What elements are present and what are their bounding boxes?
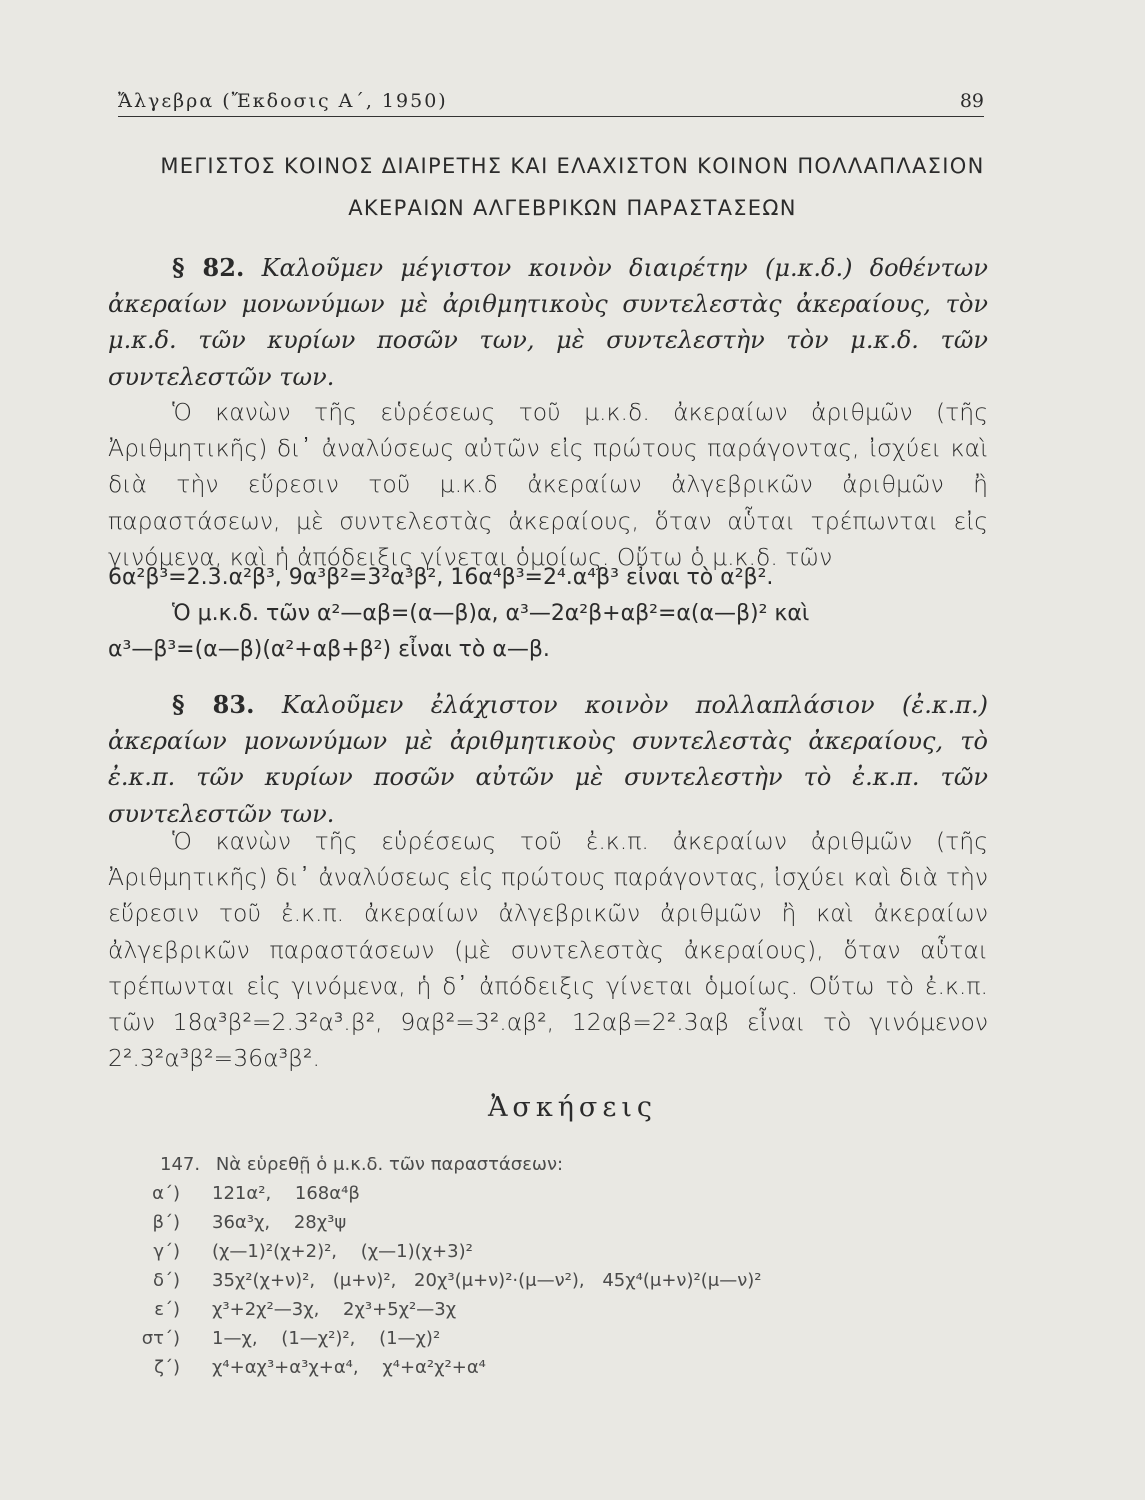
exercise-147-header [160,1150,563,1180]
s82-equation-3: α³—β³=(α—β)(α²+αβ+β²) εἶναι τὸ α—β. [108,637,550,662]
exercise-number: 147. [160,1154,201,1175]
s83-text: Ὁ κανὼν τῆς εὑρέσεως τοῦ ἐ.κ.π. ἀκεραίων ἀριθμῶν (τῆς Ἀριθμητικῆς) δι᾿ ἀναλύσεως εἰς πρώτους παράγοντας, ἰσχύει καὶ διὰ τὴν εὕρεσιν τοῦ ἐ.κ.π. ἀκεραίων ἀλγεβρικῶν ἀριθμῶν ἢ καὶ ἀκεραίων ἀλγεβρικῶν παραστάσεων (μὲ συντελεστὰς ἀκεραίους), ὅταν αὗται τρέπωνται εἰς γινόμενα, ἡ δ᾿ ἀπόδειξις γίνεται ὁμοίως. Οὕτω τὸ ἐ.κ.π. τῶν 18α³β²=2.3²α³.β², 9αβ²=3².αβ², 12αβ=2².3αβ εἶναι τὸ γινόμενον 2².3²α³β²=36α³β². [108,827,988,1073]
page-number: 89 [959,90,984,112]
s82-equation-2: Ὁ μ.κ.δ. τῶν α²—αβ=(α—β)α, α³—2α²β+αβ²=α(α—β)² καὶ [172,601,810,626]
exercise-row-text: 35χ²(χ+ν)², (μ+ν)², 20χ³(μ+ν)²·(μ—ν²), 45χ⁴(μ+ν)²(μ—ν)² [212,1270,762,1291]
section-title-line1: ΜΕΓΙΣΤΟΣ ΚΟΙΝΟΣ ΔΙΑΙΡΕΤΗΣ ΚΑΙ ΕΛΑΧΙΣΤΟΝ ΚΟΙΝΟΝ ΠΟΛΛΑΠΛΑΣΙΟΝ [160,154,985,178]
exercise-prompt: Νὰ εὑρεθῇ ὁ μ.κ.δ. τῶν παραστάσεων: [215,1154,564,1175]
exercise-row-text: χ⁴+αχ³+α³χ+α⁴, χ⁴+α²χ²+α⁴ [212,1357,486,1378]
s83-def-text: Καλοῦμεν ἐλάχιστον κοινὸν πολλαπλάσιον (ἐ.κ.π.) ἀκεραίων μονωνύμων μὲ ἀριθμητικοὺς συντελεστὰς ἀκεραίους, τὸ ἐ.κ.π. τῶν κυρίων ποσῶν αὐτῶν μὲ συντελεστὴν τὸ ἐ.κ.π. τῶν συντελεστῶν των. [108,691,988,828]
s82-text: Ὁ κανὼν τῆς εὑρέσεως τοῦ μ.κ.δ. ἀκεραίων ἀριθμῶν (τῆς Ἀριθμητικῆς) δι᾿ ἀναλύσεως αὐτῶν εἰς πρώτους παράγοντας, ἰσχύει καὶ διὰ τὴν εὕρεσιν τοῦ μ.κ.δ ἀκεραίων ἀλγεβρικῶν ἀριθμῶν ἢ παραστάσεων, μὲ συντελεστὰς ἀκεραίους, ὅταν αὗται τρέπωνται εἰς γινόμενα, καὶ ἡ ἀπόδειξις γίνεται ὁμοίως. Οὕτω ὁ μ.κ.δ. τῶν [108,398,988,571]
exercise-row-text: 1—χ, (1—χ²)², (1—χ)² [212,1328,441,1349]
s83-mark: § 83. [172,690,255,719]
exercises-heading: Ἀσκήσεις [487,1092,658,1123]
exercise-row-label: στ΄) [141,1328,180,1349]
s83-definition [108,687,988,832]
exercise-row-label: ε΄) [154,1299,180,1320]
section-title-line2: ΑΚΕΡΑΙΩΝ ΑΛΓΕΒΡΙΚΩΝ ΠΑΡΑΣΤΑΣΕΩΝ [348,196,797,220]
exercise-row-label: β΄) [152,1212,180,1233]
s82-equation-1: 6α²β³=2.3.α²β³, 9α³β²=3²α³β², 16α⁴β³=2⁴.α⁴β³ εἶναι τὸ α²β². [108,565,774,590]
header-title: Ἄλγεβρα (Ἔκδοσις Α΄, 1950) [118,90,448,112]
s82-mark: § 82. [172,253,245,282]
exercise-row-text: 36α³χ, 28χ³ψ [212,1212,347,1233]
exercise-row-text: (χ—1)²(χ+2)², (χ—1)(χ+3)² [212,1241,473,1262]
s82-def-text: Καλοῦμεν μέγιστον κοινὸν διαιρέτην (μ.κ.δ.) δοθέντων ἀκεραίων μονωνύμων μὲ ἀριθμητικοὺς συντελεστὰς ἀκεραίους, τὸν μ.κ.δ. τῶν κυρίων ποσῶν των, μὲ συντελεστὴν τὸν μ.κ.δ. τῶν συντελεστῶν των. [108,254,988,391]
exercise-row-label: γ΄) [153,1241,180,1262]
exercise-row-label: δ΄) [152,1270,180,1291]
running-header [118,88,984,117]
exercise-row-text: 121α², 168α⁴β [212,1183,360,1204]
exercise-row-label: ζ΄) [154,1357,180,1378]
exercise-row-text: χ³+2χ²—3χ, 2χ³+5χ²—3χ [212,1299,457,1320]
exercise-row-label: α΄) [152,1183,180,1204]
s82-definition [108,250,988,395]
